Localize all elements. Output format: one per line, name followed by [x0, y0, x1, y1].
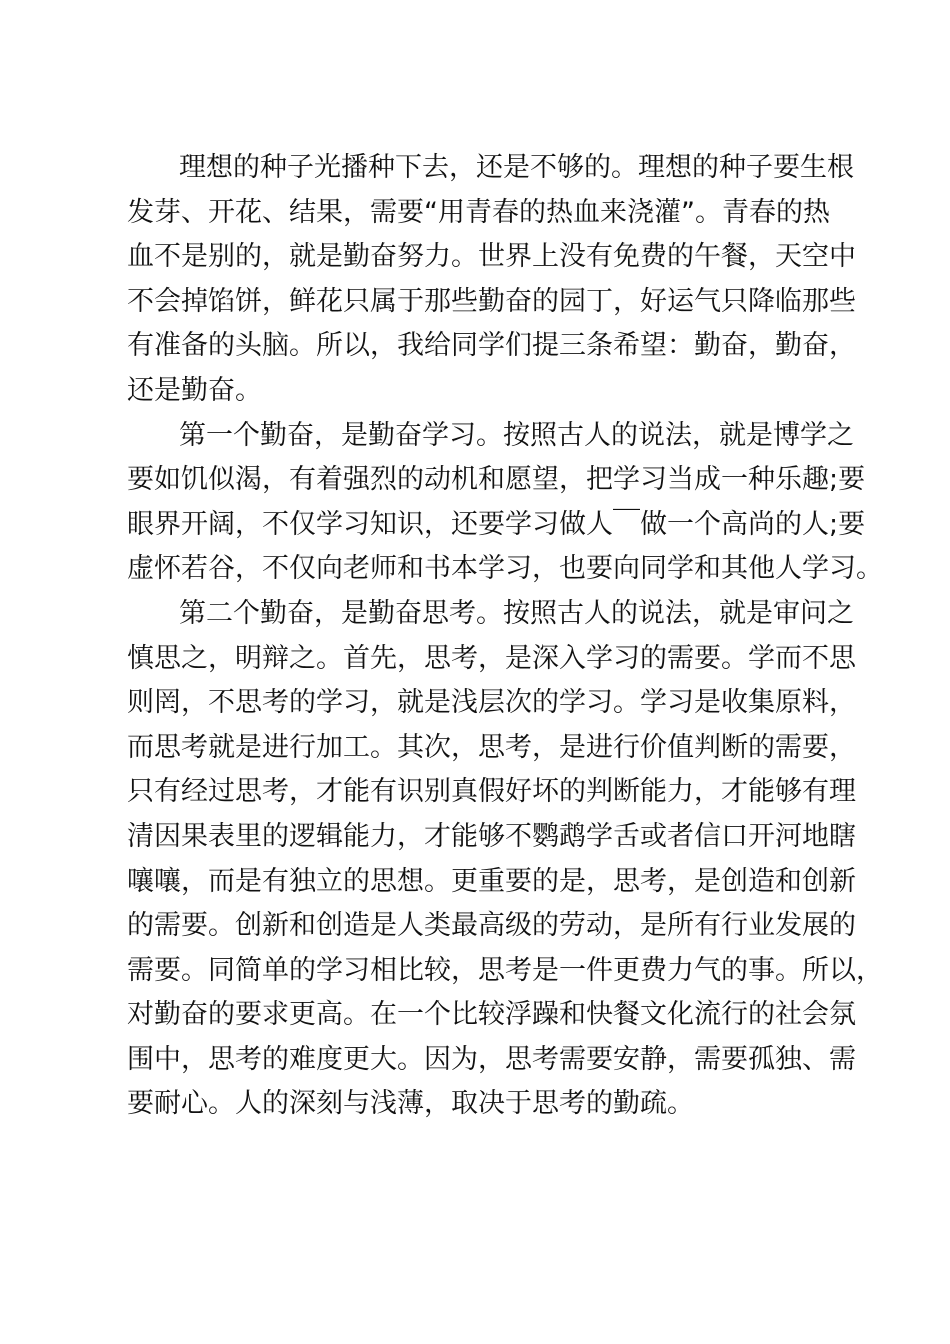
paragraph-line: 还是勤奋。 — [127, 374, 262, 406]
paragraph-line: 慎思之，明辩之。首先，思考，是深入学习的需要。学而不思 — [127, 642, 856, 674]
paragraph-line: 需要。同简单的学习相比较，思考是一件更费力气的事。所以， — [127, 954, 883, 986]
paragraph-line: 有准备的头脑。所以，我给同学们提三条希望：勤奋，勤奋， — [127, 330, 856, 362]
paragraph-line: 不会掉馅饼，鲜花只属于那些勤奋的园丁，好运气只降临那些 — [127, 285, 856, 317]
paragraph-line: 清因果表里的逻辑能力，才能够不鹦鹉学舌或者信口开河地瞎 — [127, 820, 856, 852]
paragraph-line: 只有经过思考，才能有识别真假好坏的判断能力，才能够有理 — [127, 776, 856, 808]
body-text — [127, 146, 883, 1127]
paragraph-line: 发芽、开花、结果，需要“用青春的热血来浇灌”。青春的热 — [127, 196, 830, 228]
paragraph-line: 则罔，不思考的学习，就是浅层次的学习。学习是收集原料， — [127, 687, 856, 719]
paragraph-line: 第二个勤奋，是勤奋思考。按照古人的说法，就是审问之 — [179, 597, 854, 629]
paragraph-line: 虚怀若谷，不仅向老师和书本学习，也要向同学和其他人学习。 — [127, 553, 883, 585]
paragraph-line: 嚷嚷，而是有独立的思想。更重要的是，思考，是创造和创新 — [127, 865, 856, 897]
paragraph-line: 围中，思考的难度更大。因为，思考需要安静，需要孤独、需 — [127, 1043, 856, 1075]
paragraph-line: 的需要。创新和创造是人类最高级的劳动，是所有行业发展的 — [127, 910, 856, 942]
paragraph-line: 要耐心。人的深刻与浅薄，取决于思考的勤疏。 — [127, 1088, 694, 1120]
paragraph-line: 眼界开阔，不仅学习知识，还要学习做人￣做一个高尚的人;要 — [127, 508, 866, 540]
paragraph-line: 而思考就是进行加工。其次，思考，是进行价值判断的需要， — [127, 731, 856, 763]
paragraph-3 — [127, 592, 883, 1127]
paragraph-line: 对勤奋的要求更高。在一个比较浮躁和快餐文化流行的社会氛 — [127, 999, 856, 1031]
paragraph-1 — [127, 146, 856, 414]
paragraph-line: 第一个勤奋，是勤奋学习。按照古人的说法，就是博学之 — [179, 419, 854, 451]
paragraph-line: 理想的种子光播种下去，还是不够的。理想的种子要生根 — [179, 152, 854, 183]
paragraph-line: 要如饥似渴，有着强烈的动机和愿望，把学习当成一种乐趣;要 — [127, 464, 866, 496]
paragraph-2 — [127, 414, 883, 592]
paragraph-line: 血不是别的，就是勤奋努力。世界上没有免费的午餐，天空中 — [127, 241, 856, 273]
